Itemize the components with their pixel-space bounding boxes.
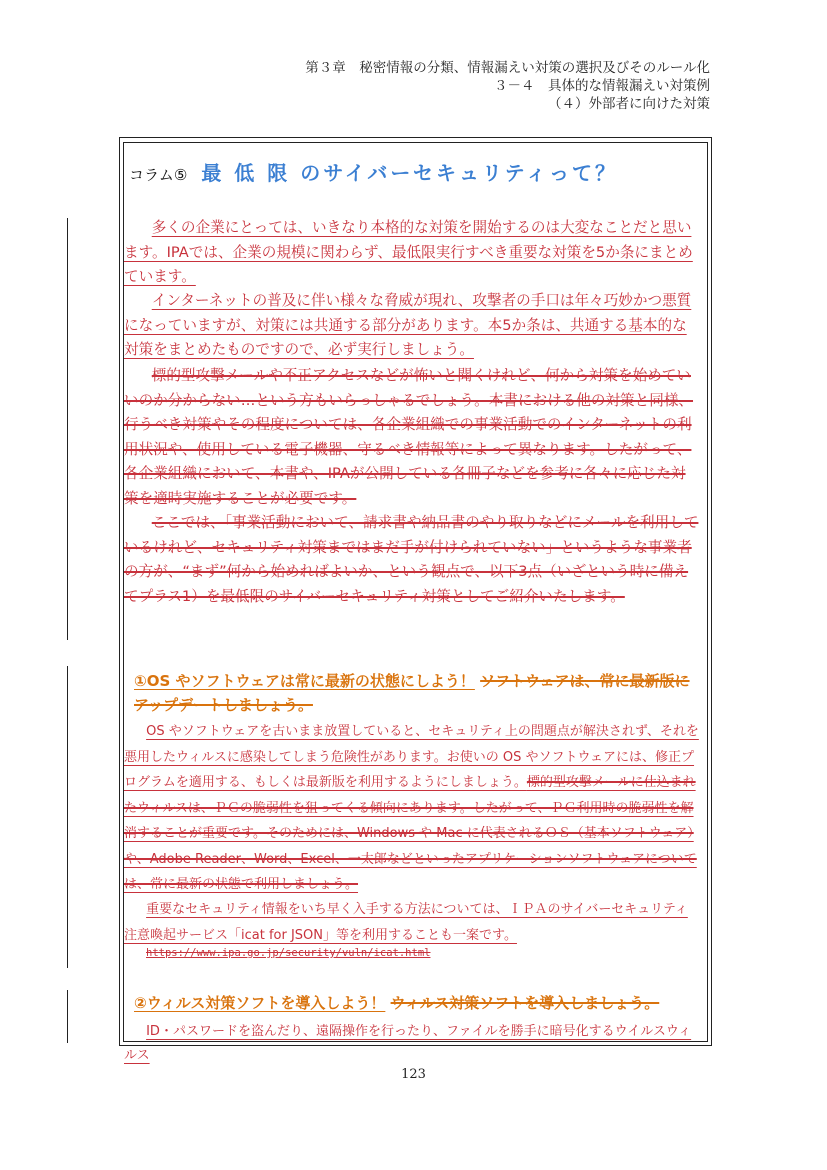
section-1-body: OS やソフトウェアを古いまま放置していると、セキュリティ上の問題点が解決されず、それを悪用したウィルスに感染してしまう危険性があります。お使いの OS やソフトウェアには、修正プログラムを適用する、もしくは最新版を利用するようにしましょう。標的型攻撃メールに仕込まれたウィルスは、ＰＣの脆弱性を狙ってくる傾向にあります。したがって、ＰＣ利用時の脆弱性を解消することが重要です。そのためには、Windows や Mac に代表されるＯＳ（基本ソフトウェア）や、Adobe Reader、Word、Excel、一太郎などといったアプリケーションソフトウェアについては、常に最新の状態で利用しましょう。: [124, 724, 699, 892]
paragraph-deleted: 標的型攻撃メールや不正アクセスなどが怖いと聞くけれど、何から対策を始めていいのか分からない…という方もいらっしゃるでしょう。本書における他の対策と同様、行うべき対策やその程度については、各企業組織での事業活動でのインターネットの利用状況や、使用している電子機器、守るべき情報等によって異なります。したがって、各企業組織において、本書や、IPAが公開している各冊子などを参考に各々に応じた対策を適時実施することが必要です。: [124, 367, 694, 507]
section-header: ３－４ 具体的な情報漏えい対策例: [494, 78, 710, 94]
column-label: コラム⑤: [129, 166, 188, 184]
section-2-title: ②ウィルス対策ソフトを導入しよう！: [134, 994, 386, 1012]
change-bar: [67, 218, 68, 640]
section-2-title-deleted: ウィルス対策ソフトを導入しましょう。: [390, 994, 660, 1012]
section-1-body-deleted: 重要なセキュリティ情報をいち早く入手する方法については、ＩＰＡのサイバーセキュリティ注意喚起サービス「icat for JSON」等を利用することも一案です。: [124, 902, 688, 943]
section-1-title: ①OS やソフトウェアは常に最新の状態にしよう！: [134, 672, 475, 690]
icat-link[interactable]: https://www.ipa.go.jp/security/vuln/icat.html: [146, 947, 431, 959]
column-title: 最 低 限 のサイバーセキュリティって？: [201, 161, 619, 185]
section-2-body: ID・パスワードを盗んだり、遠隔操作を行ったり、ファイルを勝手に暗号化するウイルスウィルス: [124, 1024, 692, 1063]
section-1-title-deleted: ソフトウェアは、常に最新版にアップデートしましょう。: [134, 672, 690, 714]
page-number: 123: [401, 1067, 426, 1082]
column-box: [123, 142, 708, 1063]
section-1-heading: [134, 669, 699, 717]
chapter-header: 第３章 秘密情報の分類、情報漏えい対策の選択及びそのルール化: [305, 60, 710, 76]
section-2-heading: [134, 991, 699, 1015]
change-bar: [67, 666, 68, 968]
change-bar: [67, 990, 68, 1043]
paragraph-deleted: ここでは、「事業活動において、請求書や納品書のやり取りなどにメールを利用しているけれど、セキュリティ対策まではまだ手が付けられていない」というような事業者の方が、“まず”何から始めればよいか、という観点で、以下3点（いざという時に備えてプラス1）を最低限のサイバーセキュリティ対策としてご紹介いたします。: [124, 514, 699, 605]
subsection-header: （４）外部者に向けた対策: [548, 96, 710, 112]
paragraph-intro: 多くの企業にとっては、いきなり本格的な対策を開始するのは大変なことだと思います。IPAでは、企業の規模に関わらず、最低限実行すべき重要な対策を5か条にまとめています。: [124, 219, 693, 286]
column-heading: [129, 157, 618, 186]
paragraph-threats: インターネットの普及に伴い様々な脅威が現れ、攻撃者の手口は年々巧妙かつ悪質になっていますが、対策には共通する部分があります。本5か条は、共通する基本的な対策をまとめたものですので、必ず実行しましょう。: [124, 292, 692, 359]
